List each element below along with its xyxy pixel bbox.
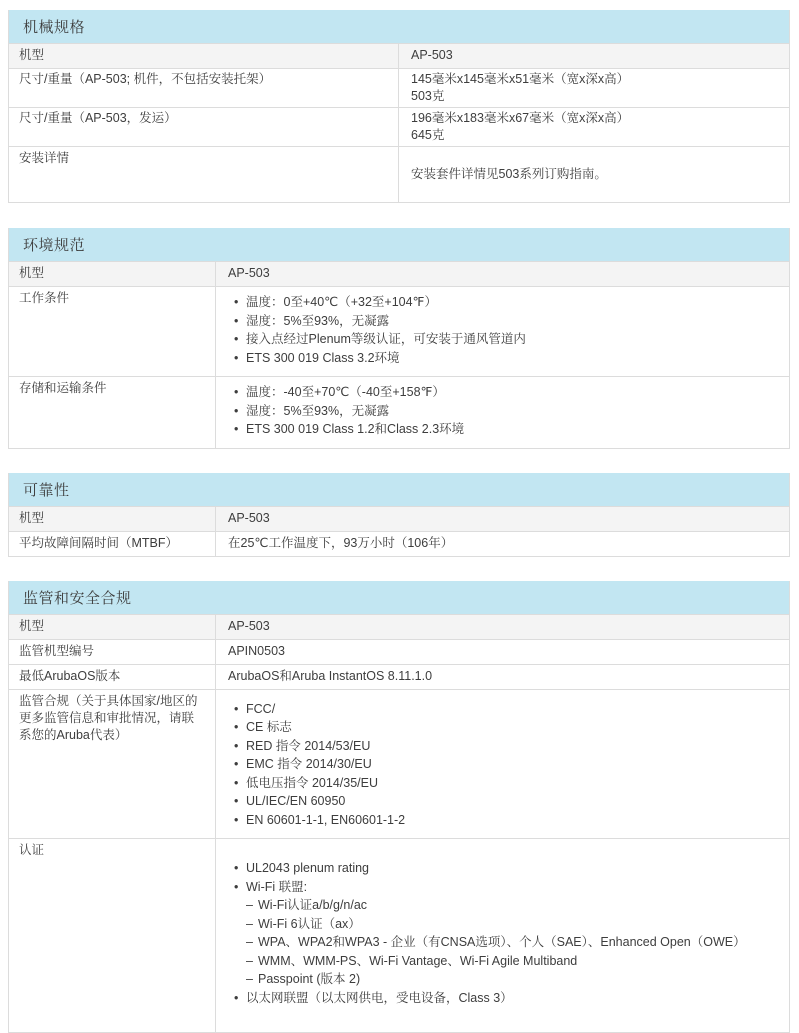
spec-value: APIN0503: [216, 640, 789, 664]
spec-label: 存储和运输条件: [9, 377, 216, 448]
spec-value: 安装套件详情见503系列订购指南。: [399, 147, 789, 202]
bullet-list: [228, 697, 779, 835]
bullet-item: • CE 标志: [228, 718, 779, 737]
bullet-item: • FCC/: [228, 700, 779, 719]
sub-bullet-item: – Passpoint (版本 2): [228, 970, 779, 989]
sub-bullet-item: – Wi-Fi认证a/b/g/n/ac: [228, 896, 779, 915]
mechanical-specs-table: [8, 10, 790, 203]
spec-value: ArubaOS和Aruba InstantOS 8.11.1.0: [216, 665, 789, 689]
sub-bullet-item: – WMM、WMM-PS、Wi-Fi Vantage、Wi-Fi Agile Multiband: [228, 952, 779, 971]
spec-label: 认证: [9, 839, 216, 1032]
table-row-model: [9, 261, 789, 286]
table-row-operating-conditions: [9, 286, 789, 376]
reliability-table: [8, 473, 790, 557]
table-row-storage-conditions: [9, 376, 789, 448]
spec-label: 尺寸/重量（AP-503; 机件，不包括安装托架）: [9, 69, 399, 107]
table-row-min-os-version: [9, 664, 789, 689]
spec-label: 监管机型编号: [9, 640, 216, 664]
table-row-mounting: [9, 146, 789, 202]
spec-value: [216, 839, 789, 1032]
regulatory-table: [8, 581, 790, 1033]
section-title-reliability: 可靠性: [9, 473, 789, 506]
spec-label: 最低ArubaOS版本: [9, 665, 216, 689]
bullet-item: • EMC 指令 2014/30/EU: [228, 755, 779, 774]
bullet-item: • 湿度：5%至93%，无凝露: [228, 312, 779, 331]
spec-value: [216, 287, 789, 376]
spec-value: [399, 69, 789, 107]
bullet-item: • UL/IEC/EN 60950: [228, 792, 779, 811]
table-row-regulatory-compliance: [9, 689, 789, 839]
section-title-environmental: 环境规范: [9, 228, 789, 261]
bullet-item: • UL2043 plenum rating: [228, 859, 779, 878]
bullet-list: [228, 856, 779, 1012]
value-line: 145毫米x145毫米x51毫米（宽x深x高）: [411, 71, 779, 88]
bullet-item: • 低电压指令 2014/35/EU: [228, 774, 779, 793]
value-line: 196毫米x183毫米x67毫米（宽x深x高）: [411, 110, 779, 127]
spec-value: AP-503: [216, 615, 789, 639]
spec-label: 机型: [9, 262, 216, 286]
table-row-mtbf: [9, 531, 789, 556]
bullet-item: • 以太网联盟（以太网供电，受电设备，Class 3）: [228, 989, 779, 1008]
spec-label: 机型: [9, 44, 399, 68]
bullet-item: • Wi-Fi 联盟:: [228, 878, 779, 897]
bullet-item: • ETS 300 019 Class 1.2和Class 2.3环境: [228, 420, 779, 439]
bullet-item: • 温度：0至+40℃（+32至+104℉）: [228, 293, 779, 312]
spec-label: 尺寸/重量（AP-503，发运）: [9, 108, 399, 146]
spec-value: AP-503: [399, 44, 789, 68]
spec-value: [216, 377, 789, 448]
bullet-item: • RED 指令 2014/53/EU: [228, 737, 779, 756]
section-title-regulatory: 监管和安全合规: [9, 581, 789, 614]
spec-value: [216, 690, 789, 839]
bullet-item: • 接入点经过Plenum等级认证，可安装于通风管道内: [228, 330, 779, 349]
table-row-regulatory-model-number: [9, 639, 789, 664]
sub-bullet-item: – Wi-Fi 6认证（ax）: [228, 915, 779, 934]
table-row-certifications: [9, 838, 789, 1032]
spec-label: 机型: [9, 615, 216, 639]
bullet-item: • EN 60601-1-1, EN60601-1-2: [228, 811, 779, 830]
spec-value: [399, 108, 789, 146]
value-line: 503克: [411, 88, 779, 105]
spec-value: AP-503: [216, 262, 789, 286]
spec-label: 机型: [9, 507, 216, 531]
bullet-item: • 温度：-40至+70℃（-40至+158℉）: [228, 383, 779, 402]
table-row-dimensions-unit: [9, 68, 789, 107]
bullet-list: [228, 380, 779, 444]
spec-label: 安装详情: [9, 147, 399, 202]
spec-label: 平均故障间隔时间（MTBF）: [9, 532, 216, 556]
table-row-dimensions-shipping: [9, 107, 789, 146]
value-line: 645克: [411, 127, 779, 144]
spec-label: 监管合规（关于具体国家/地区的更多监管信息和审批情况，请联系您的Aruba代表）: [9, 690, 216, 839]
bullet-item: • 湿度：5%至93%，无凝露: [228, 402, 779, 421]
table-row-model: [9, 614, 789, 639]
bullet-list: [228, 290, 779, 372]
spec-value: AP-503: [216, 507, 789, 531]
environmental-specs-table: [8, 228, 790, 449]
spec-label: 工作条件: [9, 287, 216, 376]
bullet-item: • ETS 300 019 Class 3.2环境: [228, 349, 779, 368]
table-row-model: [9, 506, 789, 531]
section-title-mechanical: 机械规格: [9, 10, 789, 43]
sub-bullet-item: – WPA、WPA2和WPA3 - 企业（有CNSA选项）、个人（SAE）、Enhanced Open（OWE）: [228, 933, 779, 952]
table-row-model: [9, 43, 789, 68]
spec-value: 在25℃工作温度下，93万小时（106年）: [216, 532, 789, 556]
